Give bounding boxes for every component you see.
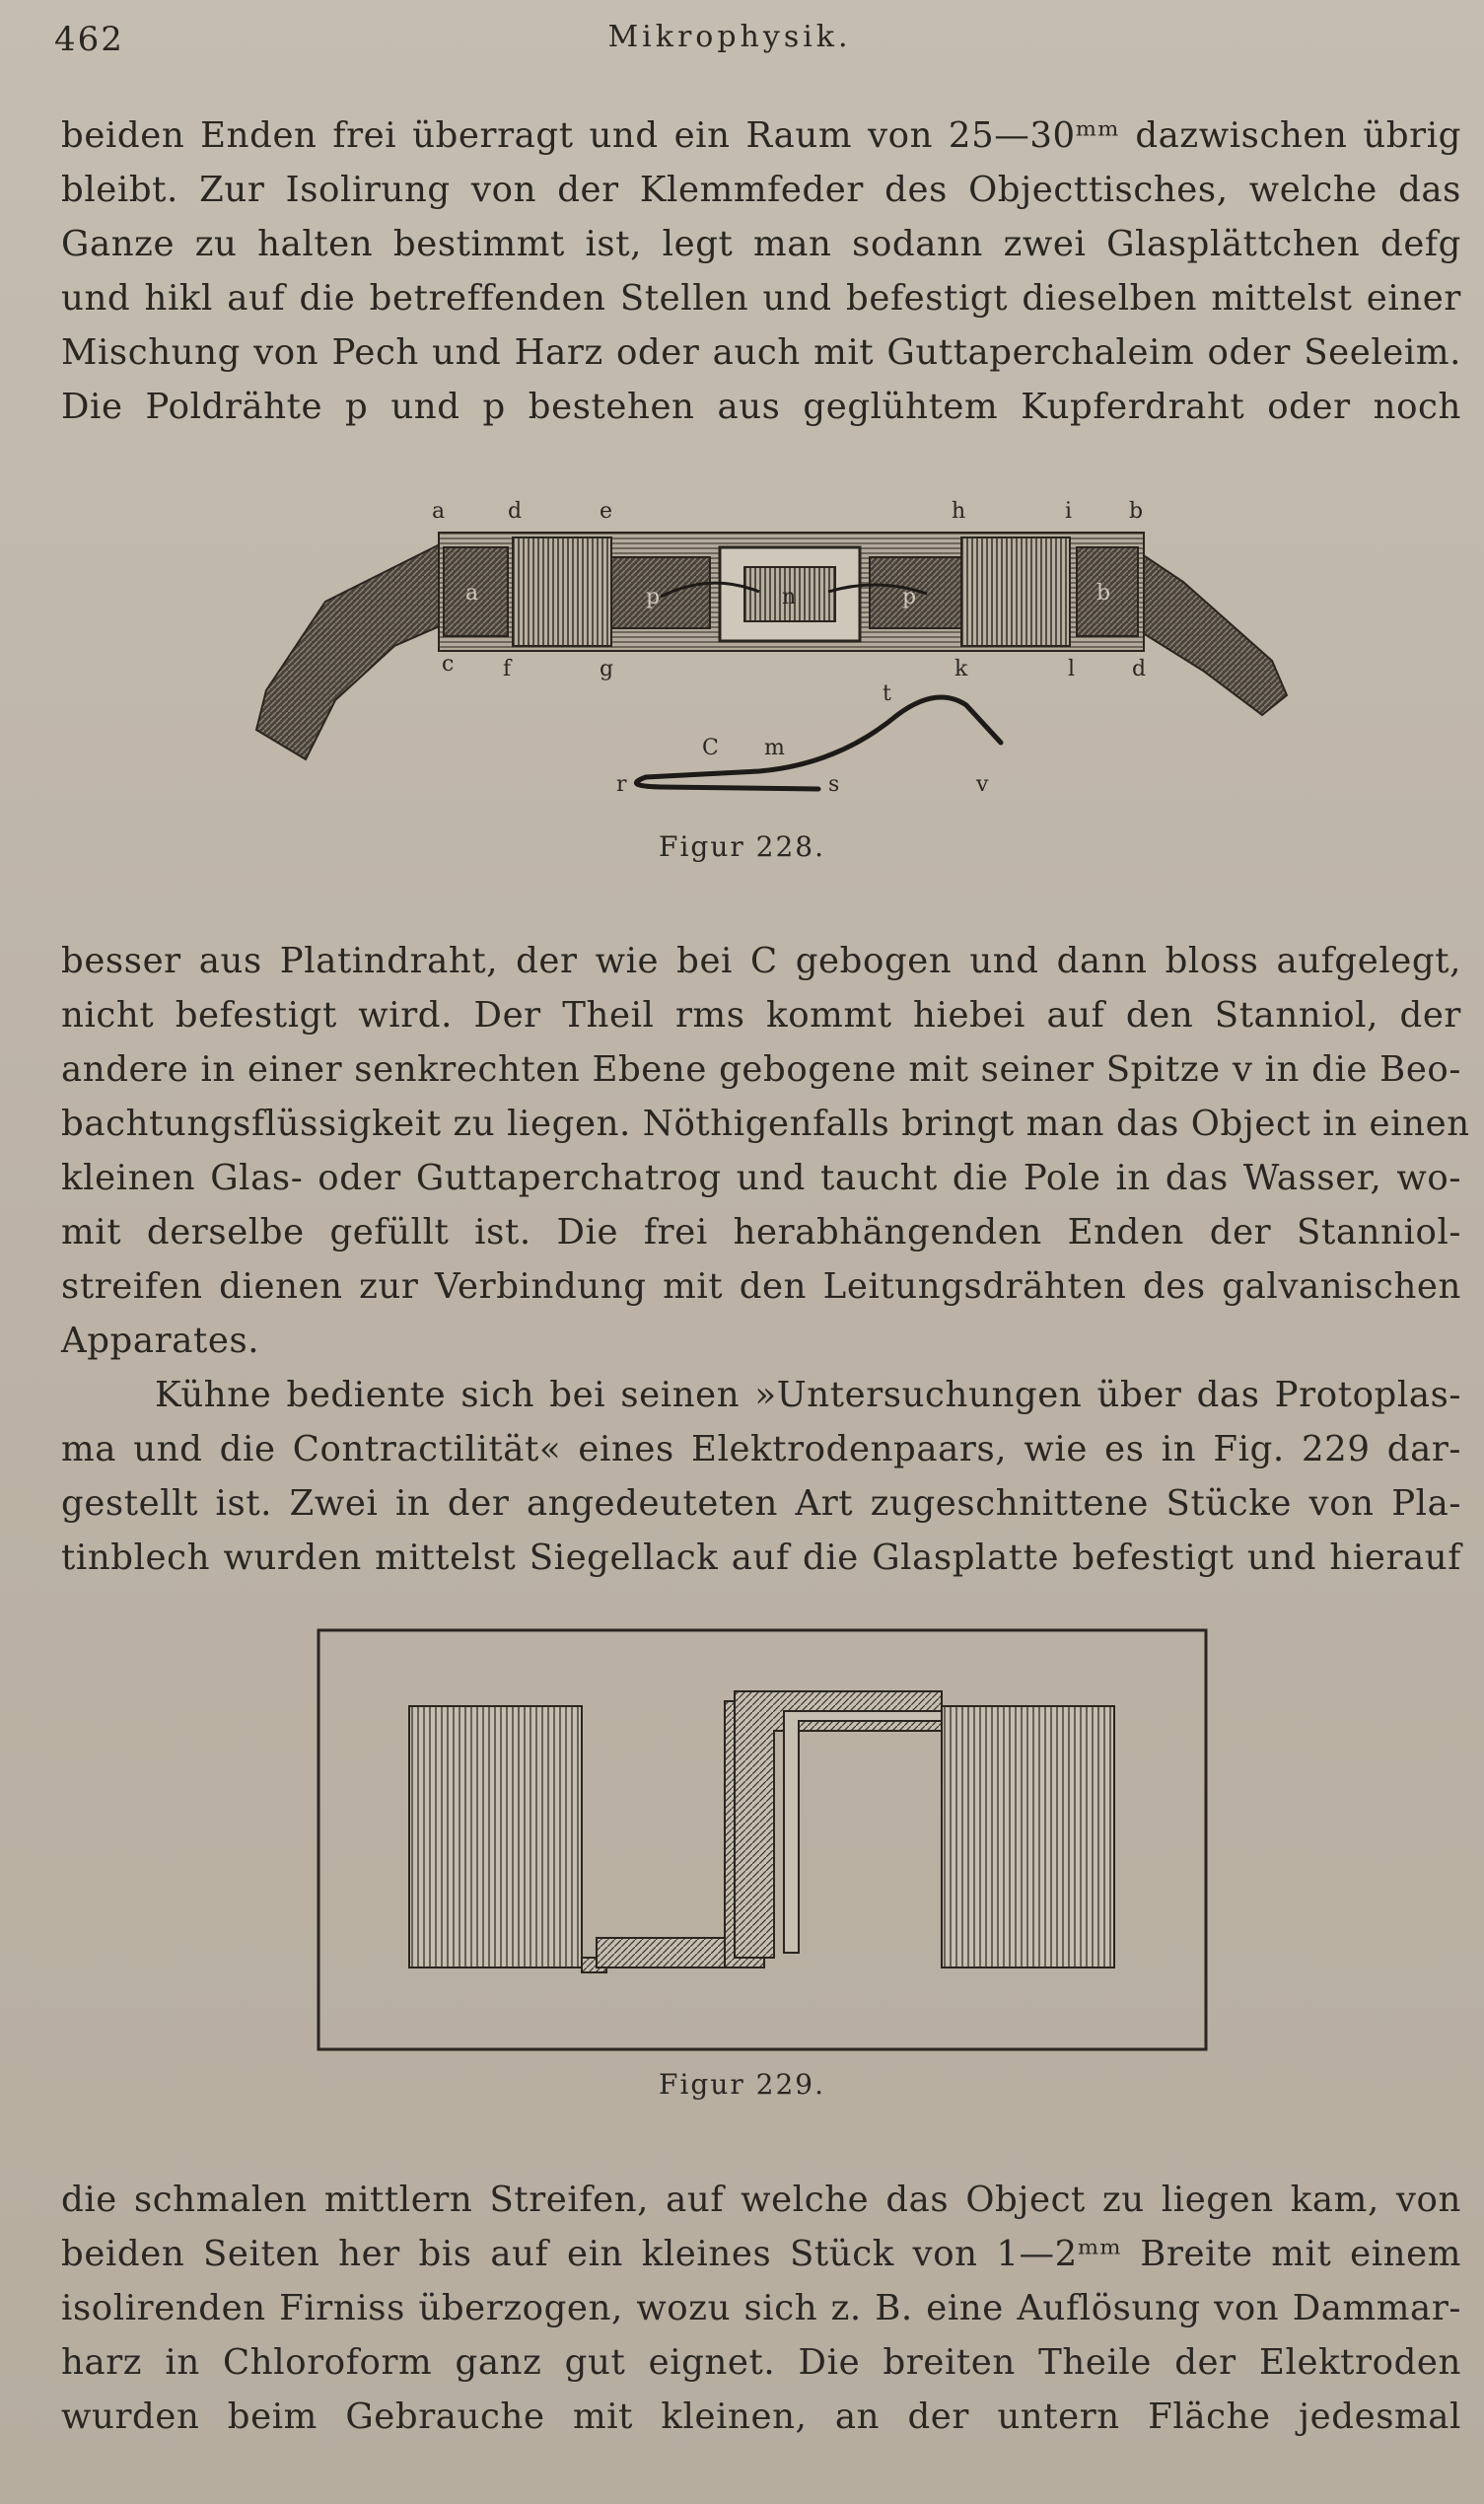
figure-label: m <box>764 736 785 760</box>
figure-228-caption: Figur 228. <box>659 830 825 863</box>
insulated-strip-left <box>597 1938 725 1967</box>
text-line: isolirenden Firniss überzogen, wozu sich z. B. eine Auflösung von Dammar- <box>61 2288 1461 2328</box>
figure-label: b <box>1096 581 1111 606</box>
text-line: wurden beim Gebrauche mit kleinen, an der untern Fläche jedesmal <box>61 2397 1461 2437</box>
text-line: Mischung von Pech und Harz oder auch mit Guttaperchaleim oder Seeleim. <box>61 332 1461 373</box>
figure-label: e <box>600 499 613 524</box>
page-number: 462 <box>54 20 124 59</box>
page-header <box>54 20 1405 69</box>
figure-label: p <box>902 585 917 609</box>
figure-label: s <box>828 772 840 797</box>
text-line: Kühne bediente sich bei seinen »Untersuchungen über das Protoplas- <box>155 1375 1461 1415</box>
text-line: tinblech wurden mittelst Siegellack auf die Glasplatte befestigt und hierauf <box>61 1538 1461 1578</box>
text-line: die schmalen mittlern Streifen, auf welche das Object zu liegen kam, von <box>61 2180 1461 2220</box>
text-line: kleinen Glas- oder Guttaperchatrog und taucht die Pole in das Wasser, wo- <box>61 1158 1461 1198</box>
paragraph-1 <box>61 108 1461 434</box>
text-line: beiden Enden frei überragt und ein Raum von 25—30ᵐᵐ dazwischen übrig <box>61 115 1461 156</box>
figure-label: a <box>432 499 446 524</box>
text-line: beiden Seiten her bis auf ein kleines Stück von 1—2ᵐᵐ Breite mit einem <box>61 2234 1461 2274</box>
text-line: Ganze zu halten bestimmt ist, legt man sodann zwei Glasplättchen defg <box>61 224 1461 264</box>
bent-platinum-wire <box>636 697 1001 789</box>
figure-label: i <box>1065 499 1073 524</box>
text-line: und hikl auf die betreffenden Stellen und befestigt dieselben mittelst einer <box>61 278 1461 319</box>
figure-label: k <box>954 657 968 681</box>
figure-label: h <box>952 499 966 524</box>
figure-label: p <box>646 585 661 609</box>
text-line: harz in Chloroform ganz gut eignet. Die breiten Theile der Elektroden <box>61 2342 1461 2383</box>
paragraph-2 <box>61 934 1470 1585</box>
text-line: andere in einer senkrechten Ebene gebogene mit seiner Spitze v in die Beo- <box>61 1049 1461 1090</box>
electrode-left-wide <box>409 1706 582 1967</box>
figure-label: d <box>1132 657 1147 681</box>
text-line: bleibt. Zur Isolirung von der Klemmfeder des Objecttisches, welche das <box>61 170 1461 210</box>
running-head: Mikrophysik. <box>607 20 852 54</box>
text-line: gestellt ist. Zwei in der angedeuteten Art zugeschnittene Stücke von Pla- <box>61 1483 1461 1524</box>
text-line: Die Poldrähte p und p bestehen aus geglühtem Kupferdraht oder noch <box>61 387 1461 427</box>
figure-228 <box>247 493 1302 819</box>
text-line: ma und die Contractilität« eines Elektrodenpaars, wie es in Fig. 229 dar- <box>61 1429 1461 1469</box>
figure-229 <box>311 1622 1213 2056</box>
figure-label: C <box>702 736 719 760</box>
figure-label: b <box>1129 499 1144 524</box>
figure-label: n <box>782 585 797 609</box>
figure-label: g <box>600 657 614 681</box>
glass-plate-right <box>961 537 1070 646</box>
text-line: bachtungsflüssigkeit zu liegen. Nöthigenfalls bringt man das Object in einen <box>61 1104 1470 1144</box>
text-line: Apparates. <box>61 1321 260 1361</box>
figure-label: f <box>503 657 512 681</box>
foil-strip-right-end <box>1124 542 1287 715</box>
figure-label: d <box>508 499 523 524</box>
figure-label: l <box>1068 657 1076 681</box>
figure-label: c <box>442 652 455 677</box>
figure-label: r <box>616 772 627 797</box>
figure-label: t <box>883 681 891 706</box>
text-line: streifen dienen zur Verbindung mit den Leitungsdrähten des galvanischen <box>61 1266 1461 1307</box>
glass-plate-left <box>513 537 611 646</box>
electrode-right-narrow <box>784 1711 942 1953</box>
paragraph-3 <box>61 2173 1461 2444</box>
text-line: besser aus Platindraht, der wie bei C gebogen und dann bloss aufgelegt, <box>61 941 1461 981</box>
insulated-strip-top <box>735 1691 942 1958</box>
pole-block-left <box>611 557 710 628</box>
figure-label: v <box>976 772 989 797</box>
text-line: mit derselbe gefüllt ist. Die frei herabhängenden Enden der Stanniol- <box>61 1212 1461 1252</box>
figure-label: a <box>465 581 479 606</box>
electrode-right-wide <box>942 1706 1114 1967</box>
figure-229-caption: Figur 229. <box>659 2068 825 2101</box>
text-line: nicht befestigt wird. Der Theil rms kommt hiebei auf den Stanniol, der <box>61 995 1461 1036</box>
